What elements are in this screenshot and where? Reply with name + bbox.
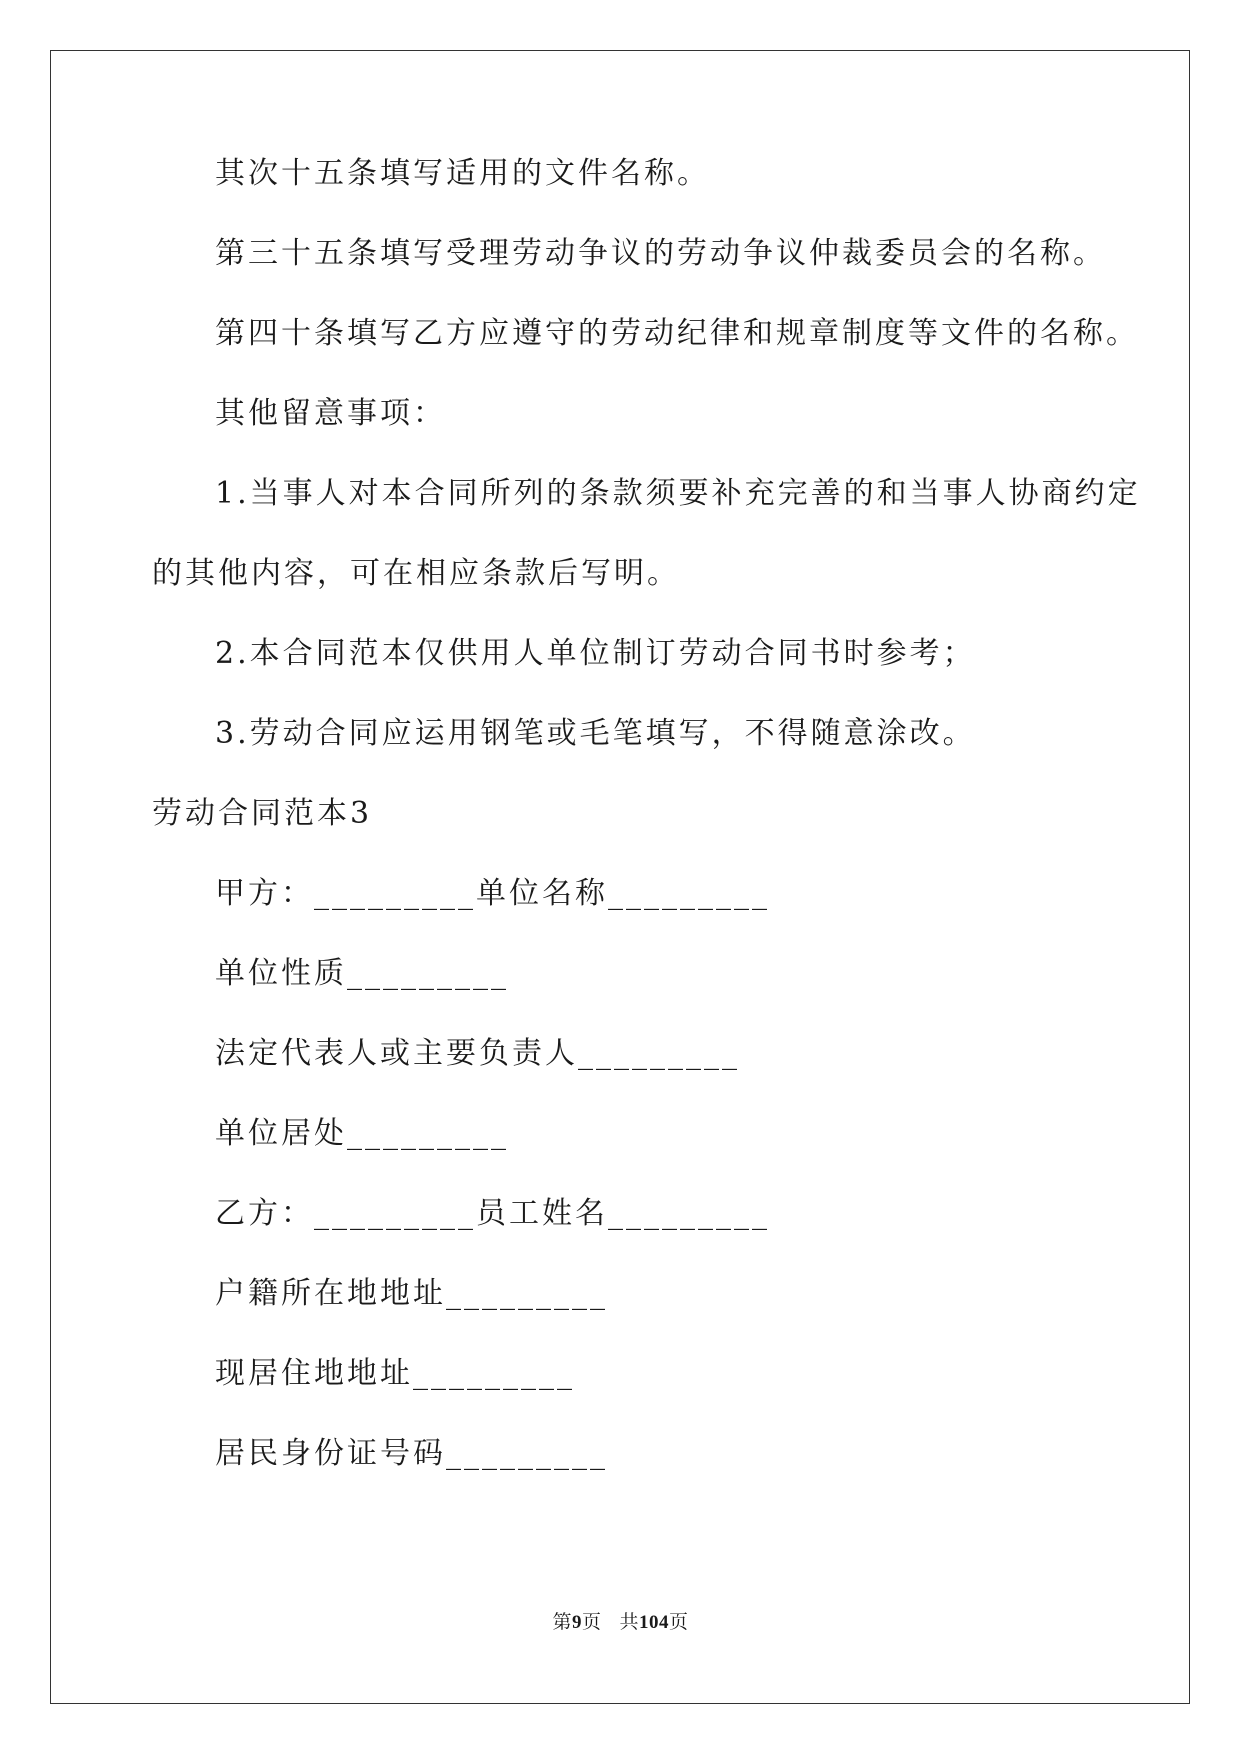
field-party-a: 甲方：_________单位名称_________ <box>215 876 770 911</box>
footer-page-prefix: 第 <box>552 1612 572 1633</box>
text-line-6: 的其他内容，可在相应条款后写明。 <box>152 556 680 591</box>
field-unit-nature: 单位性质_________ <box>215 956 509 991</box>
field-household-address: 户籍所在地地址_________ <box>215 1276 608 1311</box>
field-unit-address: 单位居处_________ <box>215 1116 509 1151</box>
field-legal-representative: 法定代表人或主要负责人_________ <box>215 1036 740 1071</box>
footer-total-suffix: 页 <box>669 1612 689 1633</box>
page-footer <box>0 1607 1241 1634</box>
text-line-7: 2.本合同范本仅供用人单位制订劳动合同书时参考； <box>215 636 976 671</box>
text-line-1: 其次十五条填写适用的文件名称。 <box>215 156 710 191</box>
text-line-3: 第四十条填写乙方应遵守的劳动纪律和规章制度等文件的名称。 <box>215 316 1139 351</box>
field-id-number: 居民身份证号码_________ <box>215 1436 608 1471</box>
footer-page-number: 9 <box>571 1612 582 1633</box>
text-line-5: 1.当事人对本合同所列的条款须要补充完善的和当事人协商约定 <box>215 476 1141 511</box>
text-line-8: 3.劳动合同应运用钢笔或毛笔填写，不得随意涂改。 <box>215 716 976 751</box>
footer-total-pages: 104 <box>639 1612 670 1633</box>
footer-total-prefix: 共 <box>619 1612 640 1633</box>
footer-page-suffix: 页 <box>581 1612 602 1633</box>
text-line-4: 其他留意事项： <box>215 396 446 431</box>
field-current-address: 现居住地地址_________ <box>215 1356 575 1391</box>
section-heading: 劳动合同范本3 <box>152 796 373 831</box>
text-line-2: 第三十五条填写受理劳动争议的劳动争议仲裁委员会的名称。 <box>215 236 1106 271</box>
field-party-b: 乙方：_________员工姓名_________ <box>215 1196 770 1231</box>
